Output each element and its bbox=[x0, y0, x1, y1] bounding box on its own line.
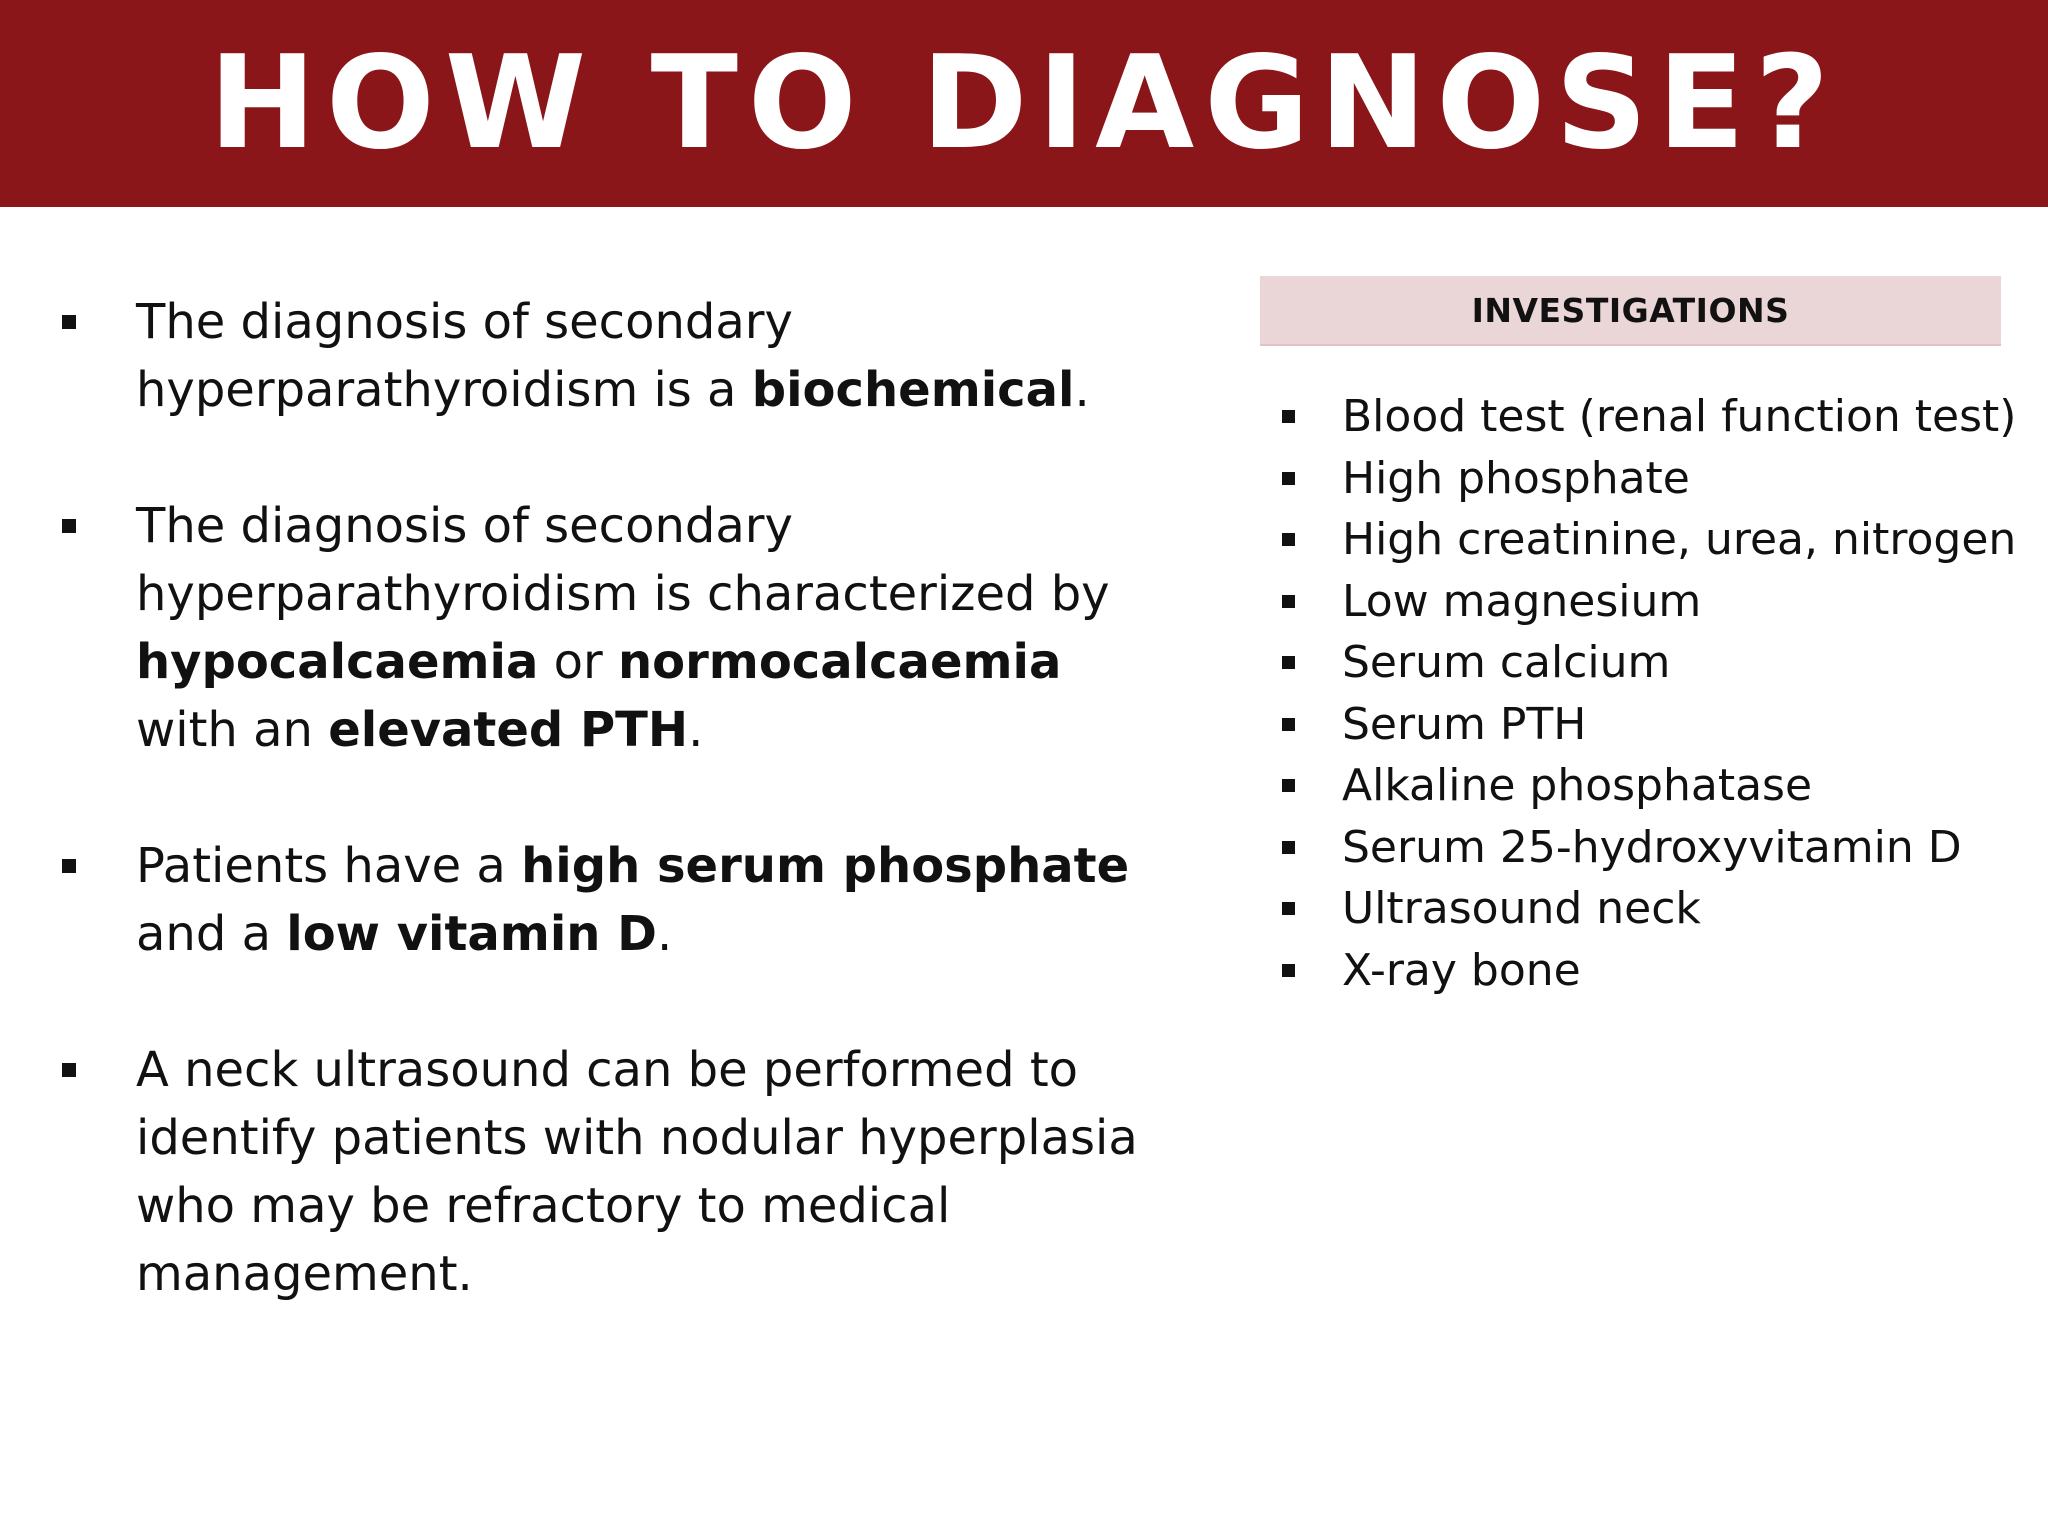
list-item: Serum PTH bbox=[1280, 694, 2020, 756]
list-item: Blood test (renal function test) bbox=[1280, 386, 2020, 448]
square-bullet-icon bbox=[62, 859, 76, 873]
investigations-heading-box bbox=[1260, 276, 2001, 346]
square-bullet-icon bbox=[62, 1063, 76, 1077]
slide-title: HOW TO DIAGNOSE? bbox=[208, 28, 1840, 178]
title-banner bbox=[0, 0, 2048, 207]
square-bullet-icon bbox=[1282, 964, 1295, 977]
square-bullet-icon bbox=[1282, 841, 1295, 854]
list-item: Patients have a high serum phosphate and a low vitamin D. bbox=[58, 832, 1178, 968]
square-bullet-icon bbox=[62, 519, 76, 533]
square-bullet-icon bbox=[1282, 595, 1295, 608]
square-bullet-icon bbox=[1282, 902, 1295, 915]
list-item: Serum calcium bbox=[1280, 632, 2020, 694]
diagnosis-points-list bbox=[58, 288, 1178, 1376]
list-item: High creatinine, urea, nitrogen bbox=[1280, 509, 2020, 571]
square-bullet-icon bbox=[1282, 779, 1295, 792]
square-bullet-icon bbox=[1282, 472, 1295, 485]
investigations-heading: INVESTIGATIONS bbox=[1471, 290, 1790, 330]
square-bullet-icon bbox=[62, 315, 76, 329]
list-item: Ultrasound neck bbox=[1280, 878, 2020, 940]
square-bullet-icon bbox=[1282, 410, 1295, 423]
list-item: A neck ultrasound can be performed to identify patients with nodular hyperplasia who may be refractory to medical management. bbox=[58, 1036, 1178, 1308]
list-item: High phosphate bbox=[1280, 448, 2020, 510]
investigations-list bbox=[1280, 386, 2020, 1001]
square-bullet-icon bbox=[1282, 656, 1295, 669]
list-item: The diagnosis of secondary hyperparathyroidism is a biochemical. bbox=[58, 288, 1178, 424]
list-item: Low magnesium bbox=[1280, 571, 2020, 633]
square-bullet-icon bbox=[1282, 533, 1295, 546]
list-item: Alkaline phosphatase bbox=[1280, 755, 2020, 817]
list-item: X-ray bone bbox=[1280, 940, 2020, 1002]
list-item: Serum 25-hydroxyvitamin D bbox=[1280, 817, 2020, 879]
square-bullet-icon bbox=[1282, 718, 1295, 731]
list-item: The diagnosis of secondary hyperparathyroidism is characterized by hypocalcaemia or normocalcaemia with an elevated PTH. bbox=[58, 492, 1178, 764]
